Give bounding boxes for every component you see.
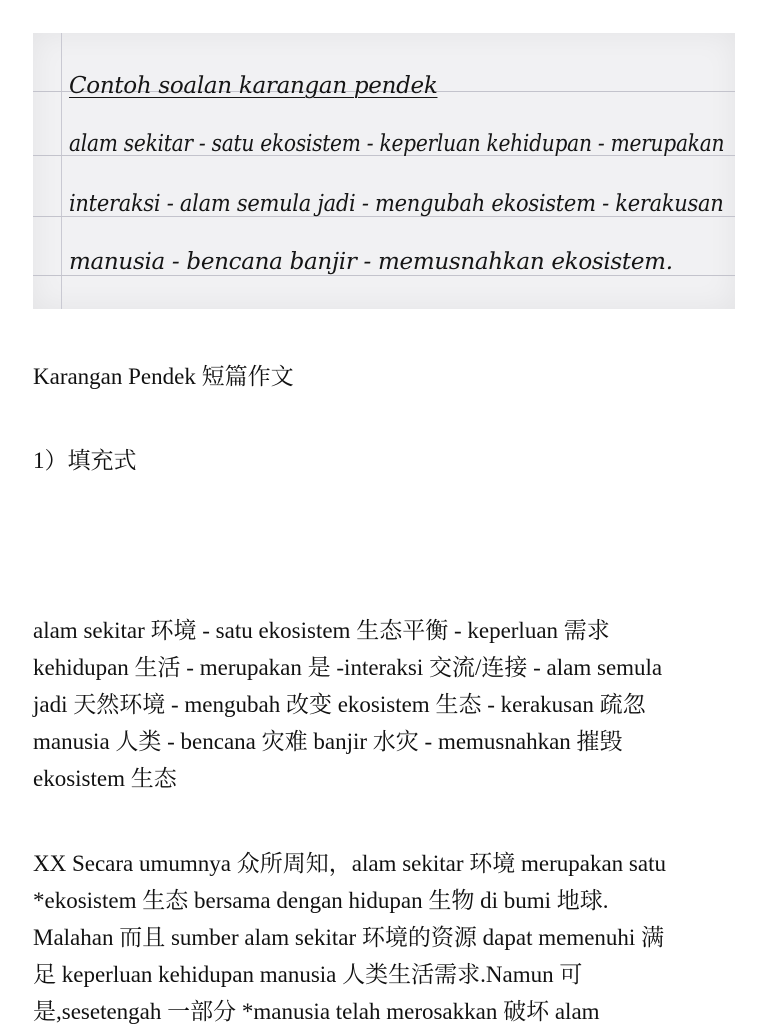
handwritten-line: alam sekitar - satu ekosistem - keperluan kehidupan - merupakan [69,131,725,157]
paragraph-line: *ekosistem 生态 bersama dengan hidupan 生物 di bumi 地球. [33,888,609,913]
handwritten-line: manusia - bencana banjir - memusnahkan ekosistem. [69,249,673,275]
handwritten-line: interaksi - alam semula jadi - mengubah ekosistem - kerakusan [69,191,724,217]
paragraph-line: XX Secara umumnya 众所周知，alam sekitar 环境 merupakan satu [33,851,666,876]
paragraph-line: manusia 人类 - bencana 灾难 banjir 水灾 - memusnahkan 摧毁 [33,729,623,754]
vocabulary-paragraph [33,612,743,797]
paragraph-line: kehidupan 生活 - merupakan 是 -interaksi 交流/连接 - alam semula [33,655,663,680]
paragraph-line: alam sekitar 环境 - satu ekosistem 生态平衡 - keperluan 需求 [33,618,610,643]
section-heading: Karangan Pendek 短篇作文 [33,364,294,389]
list-item-label: 1）填充式 [33,448,137,473]
notebook-margin-line [61,33,62,309]
paragraph-line: 足 keperluan kehidupan manusia 人类生活需求.Namun 可 [33,962,583,987]
paragraph-line: ekosistem 生态 [33,766,177,791]
handwritten-note-photo [33,33,735,309]
paragraph-line: 是,sesetengah 一部分 *manusia telah merosakkan 破坏 alam [33,999,600,1024]
paragraph-line: jadi 天然环境 - mengubah 改变 ekosistem 生态 - kerakusan 疏忽 [33,692,646,717]
paragraph-line: Malahan 而且 sumber alam sekitar 环境的资源 dapat memenuhi 满 [33,925,665,950]
essay-paragraph [33,845,743,1030]
notebook-rule [33,275,735,276]
handwritten-title: Contoh soalan karangan pendek [69,73,438,99]
